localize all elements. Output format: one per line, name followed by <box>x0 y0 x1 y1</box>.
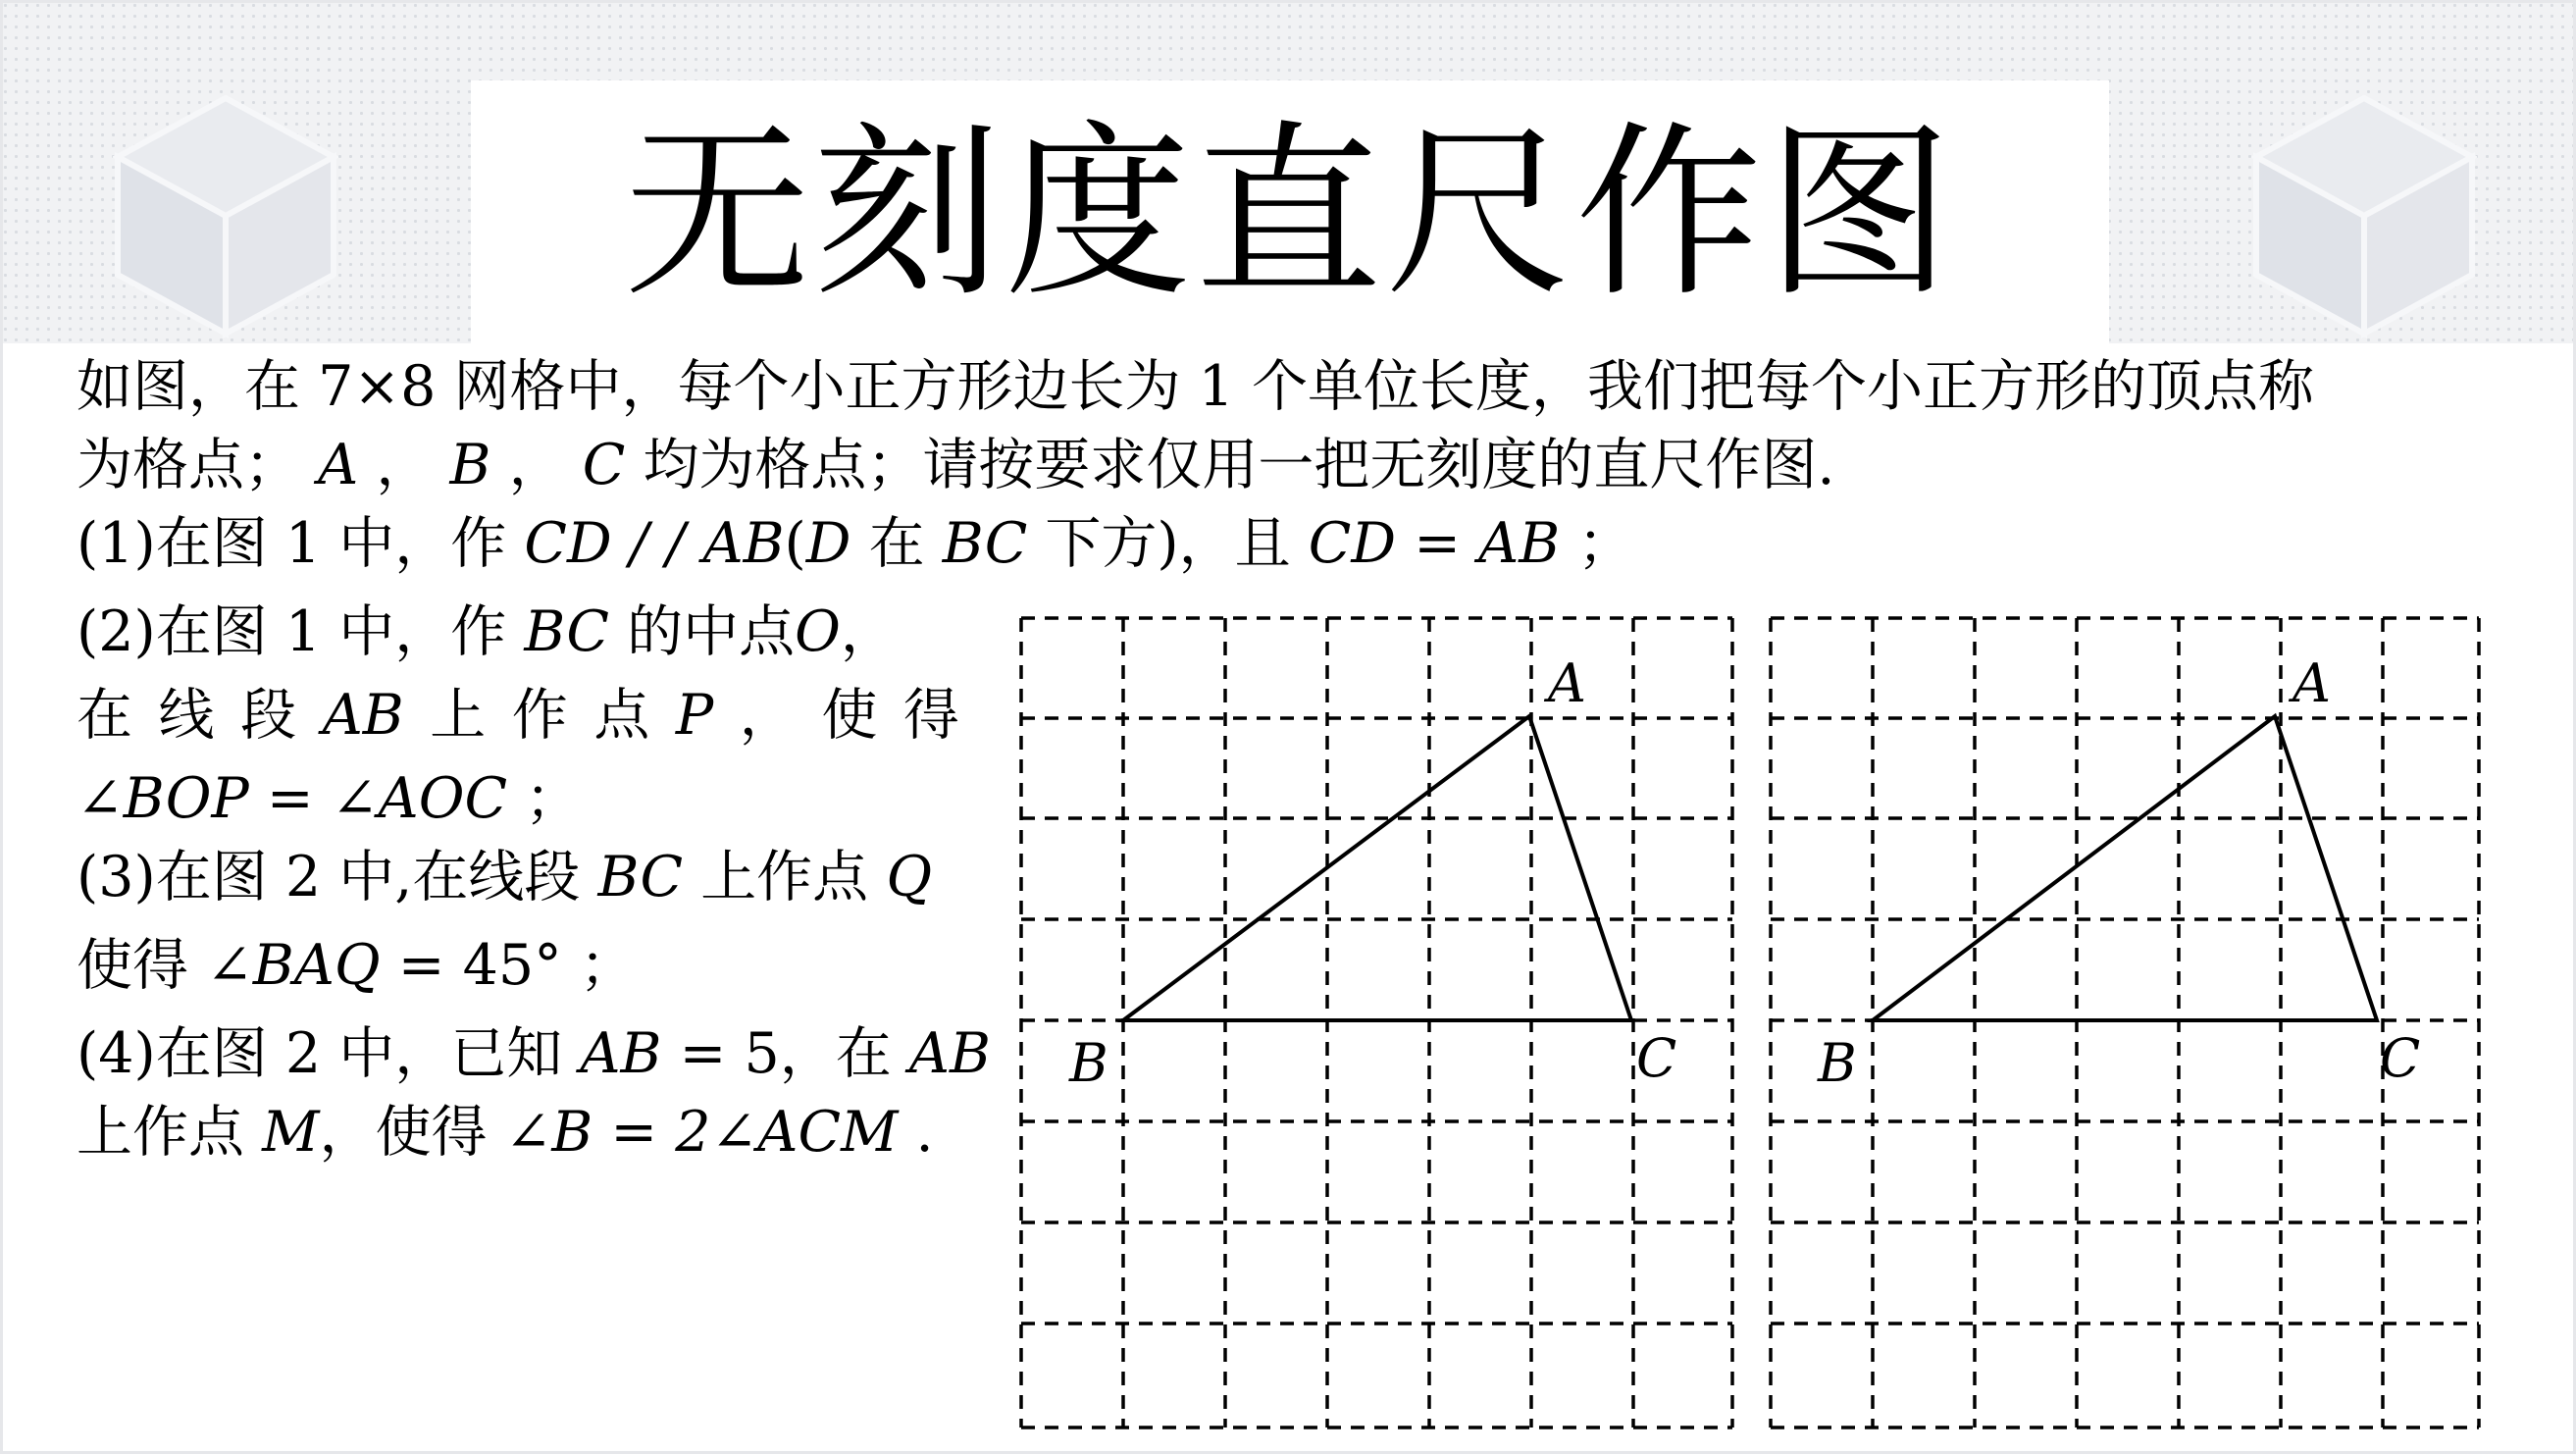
question-4-line-2: 上作点 M，使得 ∠B = 2∠ACM . <box>77 1100 934 1165</box>
page-title: 无刻度直尺作图 <box>623 105 1956 322</box>
intro-line-1: 如图，在 7×8 网格中，每个小正方形边长为 1 个单位长度，我们把每个小正方形的顶点称 <box>77 354 2315 419</box>
question-3-line-1: (3)在图 2 中,在线段 BC 上作点 Q <box>77 845 933 909</box>
label-a-1: A <box>1548 652 1586 714</box>
label-a-2: A <box>2293 652 2331 714</box>
label-c-2: C <box>2380 1027 2421 1089</box>
intro-line-2: 为格点； A ， B ， C 均为格点；请按要求仅用一把无刻度的直尺作图. <box>77 433 1835 497</box>
grid-1 <box>1021 618 1732 1428</box>
triangle-abc-2 <box>1873 716 2377 1020</box>
question-2-line-1: (2)在图 1 中，作 BC 的中点O， <box>77 599 897 664</box>
question-3-line-2: 使得 ∠BAQ = 45° ； <box>77 933 636 998</box>
triangle-abc-1 <box>1123 716 1631 1020</box>
label-b-1: B <box>1069 1032 1108 1094</box>
grid-2 <box>1771 618 2479 1428</box>
figure-1 <box>1021 618 1732 1428</box>
question-1: (1)在图 1 中，作 CD / / AB(D 在 BC 下方)，且 CD = AB ； <box>77 511 1634 576</box>
label-b-2: B <box>1818 1032 1857 1094</box>
figure-2 <box>1771 618 2479 1428</box>
question-2-line-3: ∠BOP = ∠AOC ； <box>77 766 582 831</box>
question-2-line-2: 在 线 段 AB 上 作 点 P ， 使 得 <box>77 683 959 748</box>
label-c-1: C <box>1636 1027 1677 1089</box>
question-4-line-1: (4)在图 2 中，已知 AB = 5，在 AB <box>77 1021 991 1086</box>
